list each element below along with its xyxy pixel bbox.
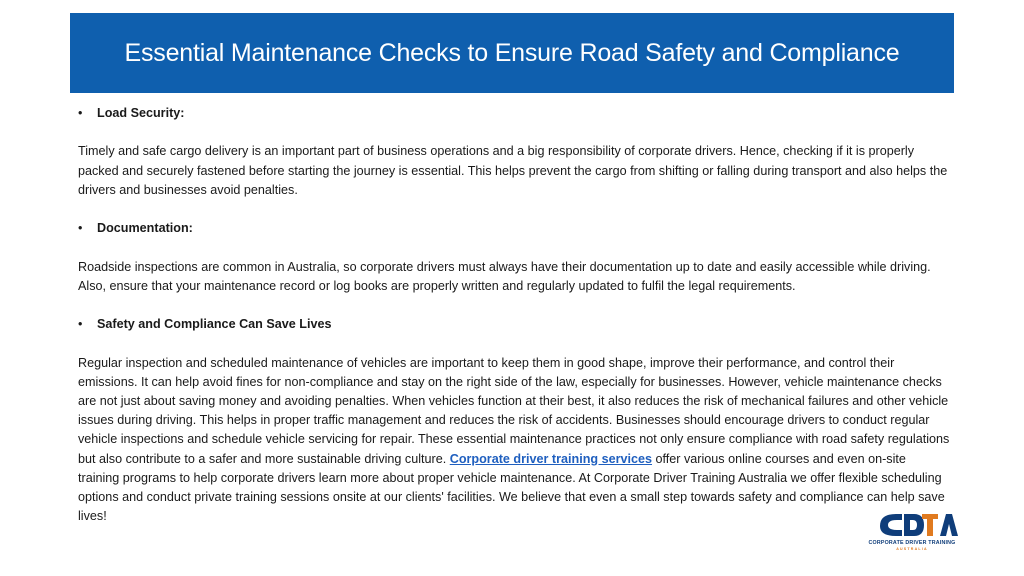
heading-label: Documentation: [97,221,193,236]
page-title: Essential Maintenance Checks to Ensure Road Safety and Compliance [124,38,900,67]
training-services-link[interactable]: Corporate driver training services [449,451,653,466]
logo-name: CORPORATE DRIVER TRAINING [868,540,956,546]
document-body [78,104,950,526]
logo-mark-icon [880,514,958,536]
paragraph-load-security: Timely and safe cargo delivery is an important part of business operations and a big responsibility of corporate drivers. Hence, checking if it is properly packed and securely fastened before starting the journey is essential. This helps prevent the cargo from shifting or falling during transport and also helps the drivers and businesses avoid penalties. [78,144,948,197]
heading-label: Safety and Compliance Can Save Lives [97,317,332,332]
section-heading-safety-compliance [78,315,950,334]
bullet-icon: • [78,106,83,120]
logo-subtitle: AUSTRALIA [896,547,928,551]
section-heading-documentation [78,219,950,238]
bullet-icon: • [78,317,83,332]
paragraph-text: Regular inspection and scheduled maintenance of vehicles are important to keep them in good shape, improve their performance, and control their emissions. It can help avoid fines for non-compliance and stay on the right side of the law, especially for businesses. However, vehicle maintenance checks are not just about saving money and avoiding penalties. When vehicles function at their best, it also reduces the risk of mechanical failures and other vehicle issues during driving. This helps in proper traffic management and reduces the risk of accidents. Businesses should encourage drivers to conduct regular vehicle inspections and schedule vehicle servicing for repair. These essential maintenance practices not only ensure compliance with road safety regulations but also contribute to a safer and more sustainable driving culture. [78,355,950,466]
bullet-icon: • [78,221,83,236]
paragraph-text: offer various online courses and even on-site training programs to help corporate drivers learn more about proper vehicle maintenance. At Corporate Driver Training Australia we offer flexible scheduling options and conduct private training sessions onsite at our clients' facilities. We believe that even a small step towards safety and compliance can help save lives! [78,451,945,524]
paragraph-documentation: Roadside inspections are common in Australia, so corporate drivers must always have their documentation up to date and easily accessible while driving. Also, ensure that your maintenance record or log books are properly written and regularly updated to fulfil the legal requirements. [78,259,931,293]
title-banner [70,13,954,93]
paragraph-safety-compliance [78,354,950,527]
heading-label: Load Security: [97,106,185,120]
section-heading-load-security [78,104,950,123]
